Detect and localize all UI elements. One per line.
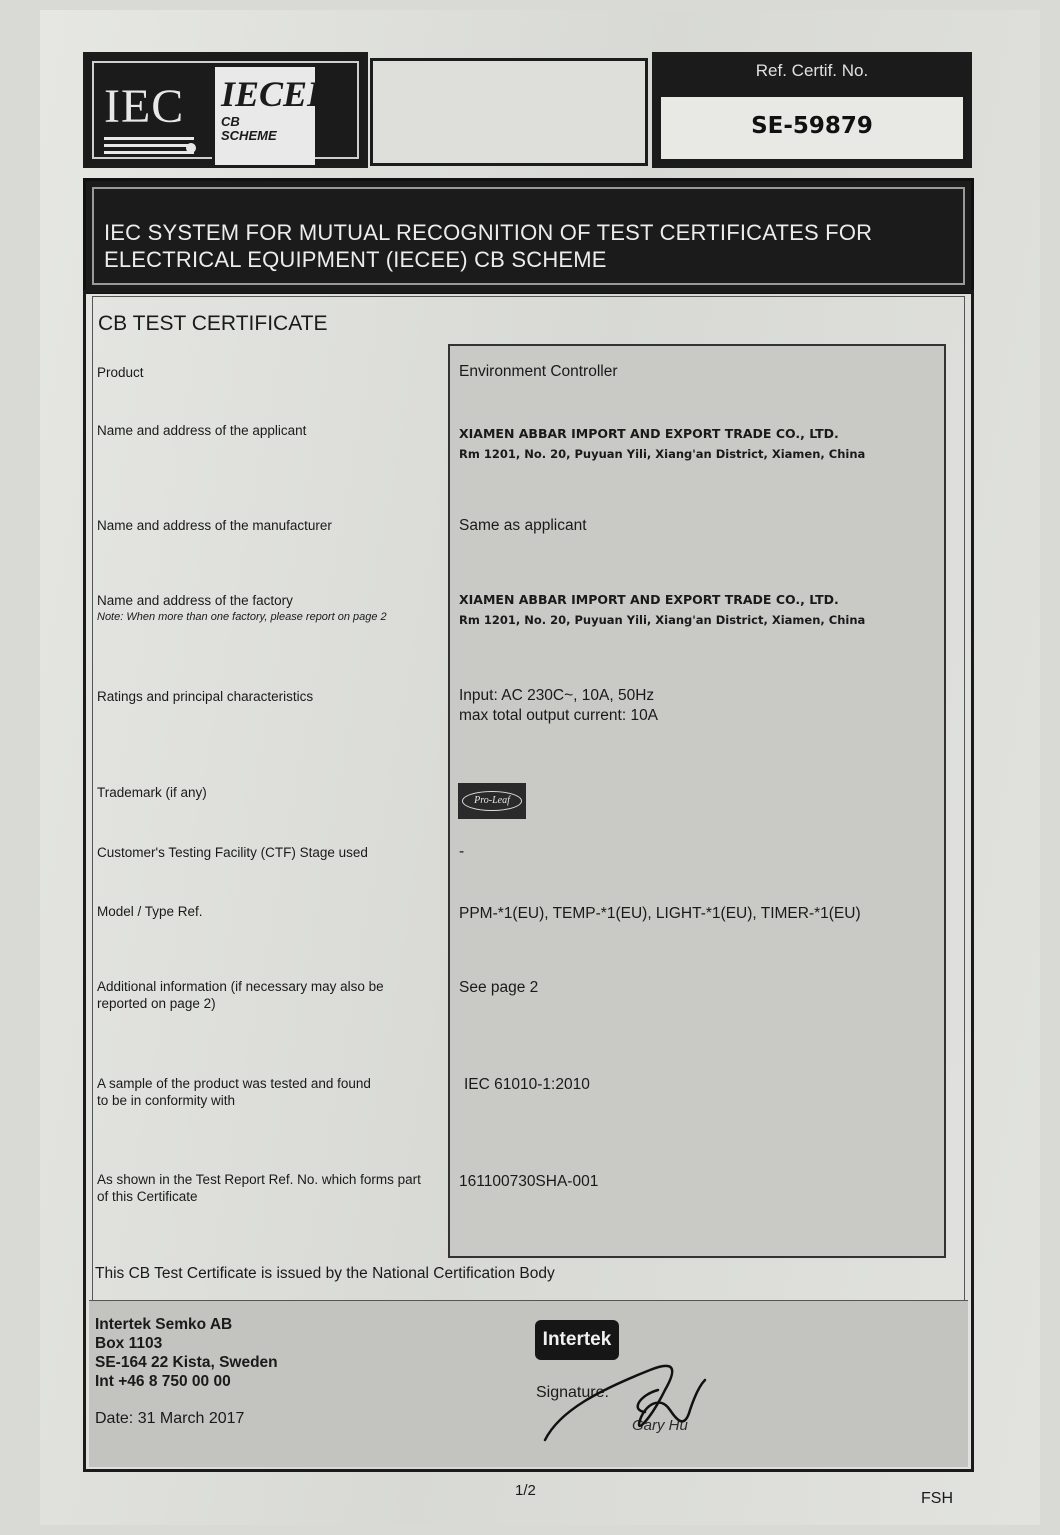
- test-report-label: As shown in the Test Report Ref. No. which forms part of this Certificate: [97, 1172, 421, 1204]
- product-value: Environment Controller: [459, 363, 618, 380]
- ratings-label: Ratings and principal characteristics: [97, 689, 314, 704]
- additional-info-label: Additional information (if necessary may also be reported on page 2): [97, 979, 384, 1011]
- issuer-city: SE-164 22 Kista, Sweden: [95, 1354, 278, 1371]
- factory-note: Note: When more than one factory, please report on page 2: [97, 611, 387, 623]
- iec-logo-text: IEC: [104, 80, 185, 133]
- page-number: 1/2: [515, 1482, 536, 1499]
- additional-info-value: See page 2: [459, 979, 539, 996]
- iec-iecee-logo: [83, 52, 368, 168]
- ref-certificate-box: [652, 52, 972, 168]
- scheme-title: IEC SYSTEM FOR MUTUAL RECOGNITION OF TEST CERTIFICATES FOR ELECTRICAL EQUIPMENT (IECEE) CB SCHEME: [104, 220, 873, 272]
- issuer-name: Intertek Semko AB: [95, 1316, 233, 1333]
- factory-value: XIAMEN ABBAR IMPORT AND EXPORT TRADE CO., LTD. Rm 1201, No. 20, Puyuan Yili, Xiang'an District, Xiamen, China: [459, 592, 866, 627]
- iec-logo-lines: [104, 137, 194, 158]
- ctf-label: Customer's Testing Facility (CTF) Stage used: [97, 845, 368, 860]
- trademark-logo: [458, 783, 526, 819]
- form-code: FSH: [921, 1490, 953, 1507]
- factory-label: Name and address of the factory Note: When more than one factory, please report on page 2: [97, 592, 447, 626]
- iecee-logo-text: IECEE: [221, 74, 332, 114]
- issued-by-statement: This CB Test Certificate is issued by the National Certification Body: [95, 1265, 555, 1282]
- trademark-label: Trademark (if any): [97, 785, 207, 800]
- blank-header-box: [370, 58, 648, 166]
- applicant-label: Name and address of the applicant: [97, 423, 307, 438]
- ctf-value: -: [459, 843, 465, 860]
- issuer-address: [95, 1315, 278, 1391]
- scheme-title-banner: [83, 178, 974, 294]
- model-label: Model / Type Ref.: [97, 904, 203, 919]
- issuer-phone: Int +46 8 750 00 00: [95, 1373, 231, 1390]
- certificate-title: CB TEST CERTIFICATE: [98, 312, 328, 335]
- ref-certificate-label: Ref. Certif. No.: [755, 61, 869, 80]
- manufacturer-value: Same as applicant: [459, 517, 587, 534]
- ref-certificate-number: SE-59879: [751, 113, 873, 139]
- applicant-value: XIAMEN ABBAR IMPORT AND EXPORT TRADE CO., LTD. Rm 1201, No. 20, Puyuan Yili, Xiang'an District, Xiamen, China: [459, 426, 866, 461]
- conformity-label: A sample of the product was tested and found to be in conformity with: [97, 1076, 371, 1108]
- cb-scheme-logo-text: CB SCHEME: [221, 114, 277, 143]
- product-label: Product: [97, 365, 144, 380]
- issue-date: Date: 31 March 2017: [95, 1410, 245, 1427]
- iecee-logo-panel: [212, 67, 332, 165]
- model-value: PPM-*1(EU), TEMP-*1(EU), LIGHT-*1(EU), TIMER-*1(EU): [459, 905, 861, 922]
- issuer-box: Box 1103: [95, 1335, 163, 1352]
- ratings-value: Input: AC 230C~, 10A, 50Hz max total output current: 10A: [459, 687, 659, 724]
- iec-logo-dot: [186, 143, 196, 153]
- signature-label: Signature:: [536, 1384, 609, 1401]
- manufacturer-label: Name and address of the manufacturer: [97, 518, 332, 533]
- ref-certificate-value-box: [661, 97, 963, 159]
- intertek-logo: Intertek: [535, 1320, 619, 1360]
- test-report-value: 161100730SHA-001: [459, 1173, 599, 1190]
- signatory-name: Gary Hu: [632, 1417, 688, 1434]
- trademark-logo-text: Pro-Leaf: [462, 791, 522, 811]
- handwritten-signature: [540, 1350, 730, 1450]
- conformity-value: IEC 61010-1:2010: [464, 1076, 590, 1093]
